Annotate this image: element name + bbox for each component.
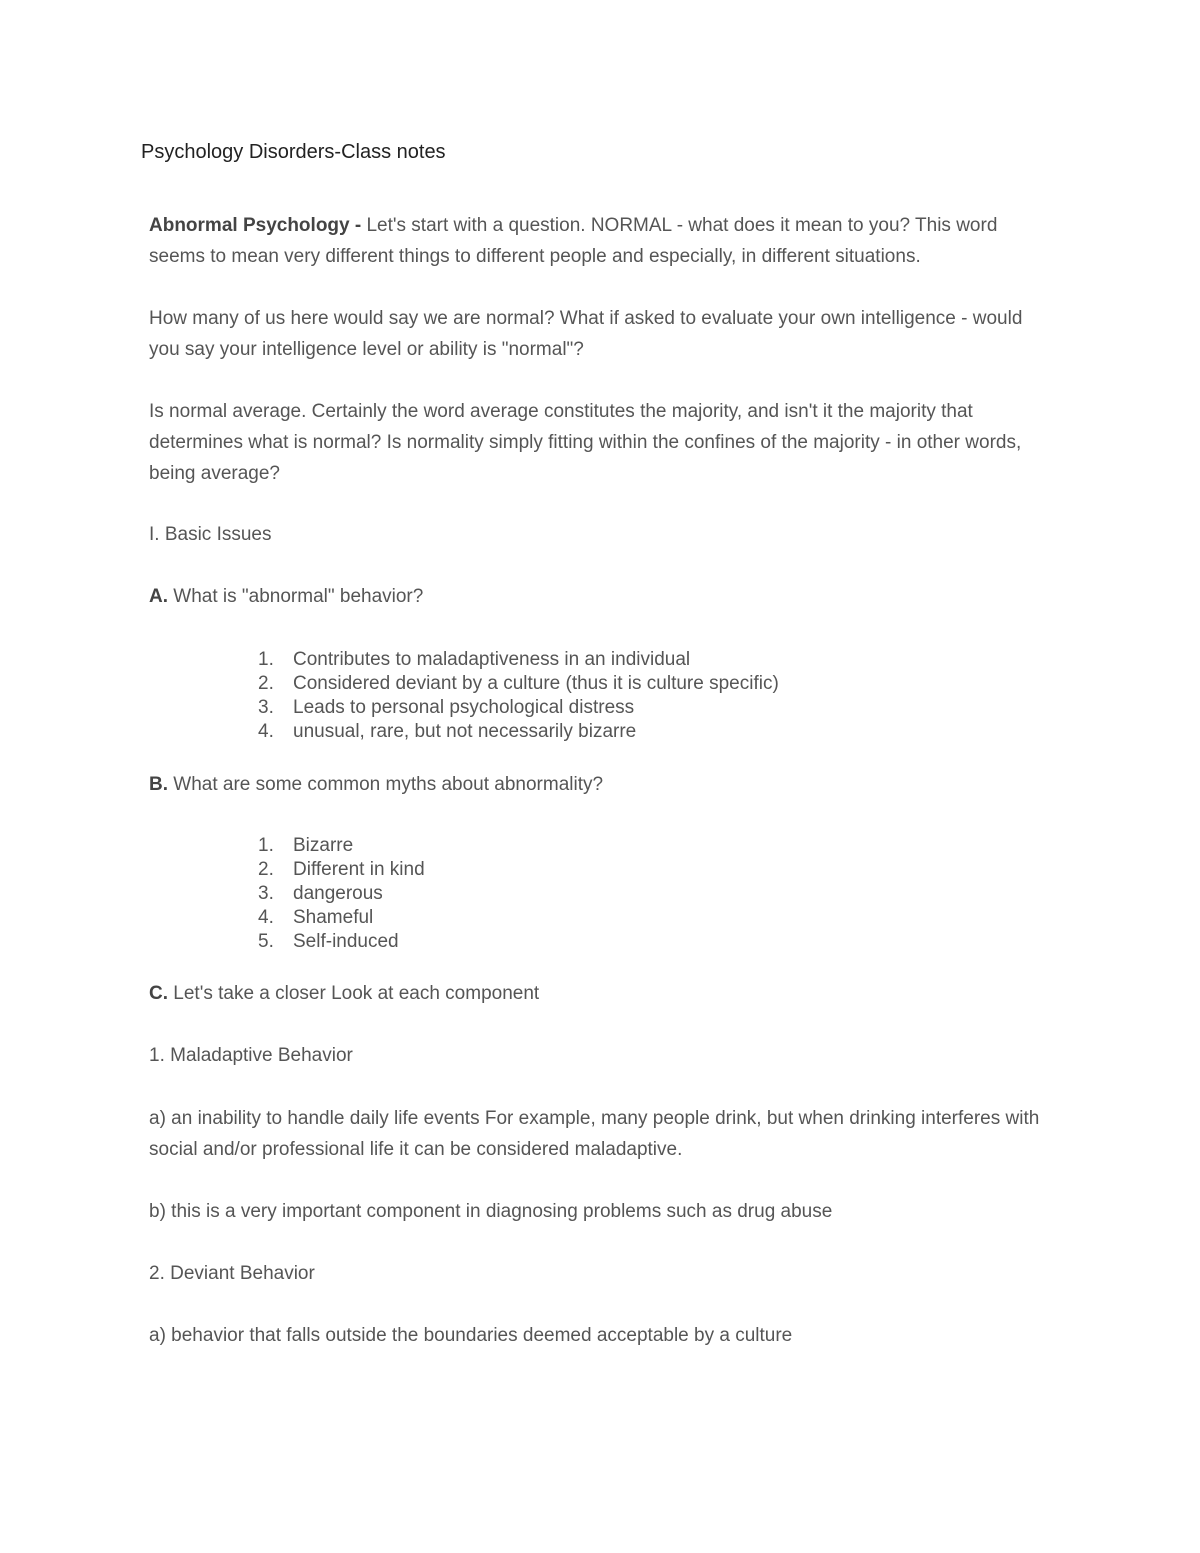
list-item-text: Shameful — [293, 907, 374, 928]
list-item-number: 2. — [258, 859, 274, 880]
section-c-heading — [149, 978, 1054, 1009]
list-item-number: 1. — [258, 649, 274, 670]
list-item — [252, 906, 425, 930]
paragraph-average: Is normal average. Certainly the word average constitutes the majority, and isn't it the majority that determines what is normal? Is normality simply fitting within the confines of the majority - in other words, being average? — [149, 401, 1022, 484]
section-a-heading — [149, 581, 1054, 612]
list-item-number: 2. — [258, 673, 274, 694]
intro-text: Let's start with a question. NORMAL - what does it mean to you? This word seems to mean very different things to different people and especially, in different situations. — [149, 215, 998, 267]
list-item-number: 4. — [258, 907, 274, 928]
section-c-text: Let's take a closer Look at each component — [168, 983, 540, 1004]
section-a-letter: A. — [149, 586, 168, 607]
list-item-text: Different in kind — [293, 859, 425, 880]
list-item-number: 4. — [258, 721, 274, 742]
maladaptive-heading: 1. Maladaptive Behavior — [149, 1045, 353, 1066]
list-item — [252, 930, 425, 954]
list-item — [252, 882, 425, 906]
list-item — [252, 696, 779, 720]
list-item-number: 5. — [258, 931, 274, 952]
maladaptive-point-a: a) an inability to handle daily life events For example, many people drink, but when drinking interferes with social and/or professional life it can be considered maladaptive. — [149, 1108, 1040, 1160]
deviant-point-a: a) behavior that falls outside the boundaries deemed acceptable by a culture — [149, 1325, 793, 1346]
list-item-text: Bizarre — [293, 835, 354, 856]
list-item-text: unusual, rare, but not necessarily bizarre — [293, 721, 637, 742]
list-item-number: 1. — [258, 835, 274, 856]
list-item-text: dangerous — [293, 883, 383, 904]
section-b-heading — [149, 769, 1054, 800]
abnormal-behavior-list — [252, 648, 779, 744]
intro-paragraph — [149, 210, 1054, 272]
list-item-text: Leads to personal psychological distress — [293, 697, 635, 718]
maladaptive-point-b: b) this is a very important component in diagnosing problems such as drug abuse — [149, 1201, 833, 1222]
list-item-number: 3. — [258, 697, 274, 718]
document-title: Psychology Disorders-Class notes — [141, 141, 446, 163]
section-heading-basic-issues: I. Basic Issues — [149, 524, 272, 545]
intro-bold-lead: Abnormal Psychology - — [149, 215, 362, 236]
section-b-letter: B. — [149, 774, 168, 795]
list-item — [252, 720, 779, 744]
list-item-text: Contributes to maladaptiveness in an individual — [293, 649, 691, 670]
myths-list — [252, 834, 425, 954]
section-c-letter: C. — [149, 983, 168, 1004]
list-item — [252, 648, 779, 672]
list-item-number: 3. — [258, 883, 274, 904]
paragraph-normal-question: How many of us here would say we are normal? What if asked to evaluate your own intelligence - would you say your intelligence level or ability is "normal"? — [149, 308, 1023, 360]
list-item-text: Considered deviant by a culture (thus it is culture specific) — [293, 673, 779, 694]
list-item-text: Self-induced — [293, 931, 399, 952]
section-b-text: What are some common myths about abnormality? — [168, 774, 604, 795]
list-item — [252, 834, 425, 858]
section-a-text: What is "abnormal" behavior? — [168, 586, 424, 607]
list-item — [252, 672, 779, 696]
deviant-heading: 2. Deviant Behavior — [149, 1263, 315, 1284]
list-item — [252, 858, 425, 882]
